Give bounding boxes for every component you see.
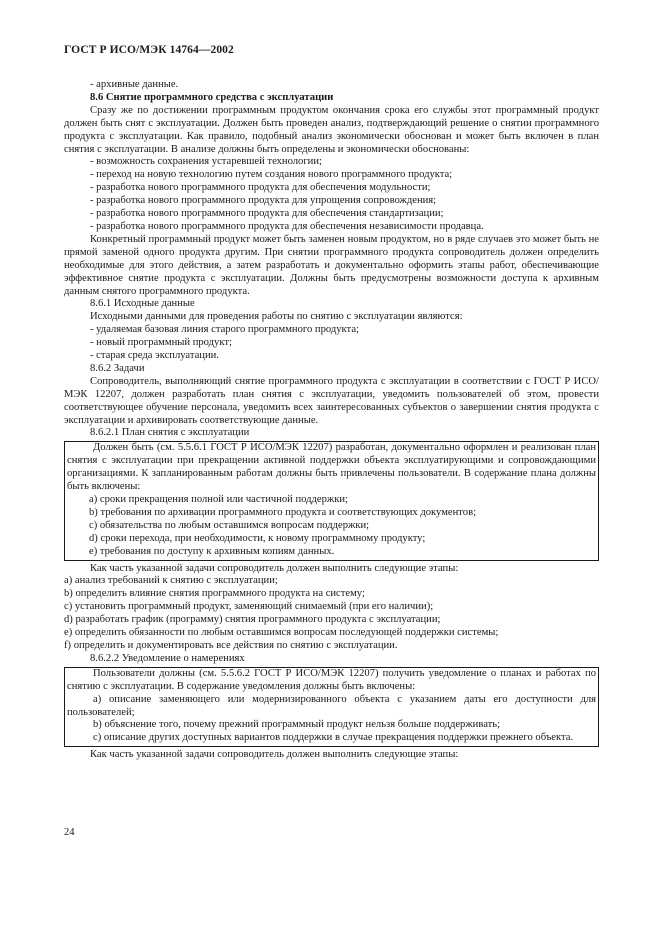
list-item: b) определить влияние снятия программного продукта на систему; — [64, 588, 365, 600]
list-item: b) объяснение того, почему прежний программный продукт нельзя больше поддерживать; — [93, 719, 501, 731]
list-item: - переход на новую технологию путем создания нового программного продукта; — [90, 169, 453, 181]
list-item: - удаляемая базовая линия старого программного продукта; — [90, 324, 359, 336]
replacement-paragraph: Конкретный программный продукт может быть заменен новым продуктом, но в ряде случаев это может быть не прямой заменой одного продукта другим. При снятии программного продукта сопроводитель должен определить необходимые для этого действия, а затем разработать и документально оформить этапы работ, обеспечивающие эффективное снятие продукта с эксплуатации. Должны быть предусмотрены возможности доступа к архивным данным снятого программного продукта. — [64, 233, 599, 297]
analysis-list — [64, 156, 599, 233]
list-item: - новый программный продукт; — [90, 337, 232, 349]
page-number: 24 — [64, 827, 75, 838]
list-item: d) сроки перехода, при необходимости, к новому программному продукту; — [89, 532, 426, 544]
list-item: c) установить программный продукт, заменяющий снимаемый (при его наличии); — [64, 601, 434, 613]
plan-steps-intro: Как часть указанной задачи сопроводитель должен выполнить следующие этапы: — [90, 562, 459, 574]
section-heading: 8.6 Снятие программного средства с эксплуатации — [90, 91, 334, 103]
list-item: - старая среда эксплуатации. — [90, 350, 219, 362]
subsection-heading: 8.6.1 Исходные данные — [90, 298, 195, 310]
notice-steps-intro: Как часть указанной задачи сопроводитель должен выполнить следующие этапы: — [90, 749, 459, 761]
list-item: e) определить обязанности по любым оставшимся вопросам последующей поддержки системы; — [64, 627, 499, 639]
document-header: ГОСТ Р ИСО/МЭК 14764—2002 — [64, 44, 234, 56]
list-item: b) требования по архивации программного продукта и соответствующих документов; — [89, 506, 477, 518]
input-list — [64, 324, 599, 363]
subsection-heading: 8.6.2 Задачи — [90, 362, 145, 374]
list-item: f) определить и документировать все действия по снятию с эксплуатации. — [64, 639, 398, 651]
intro-paragraph: Сразу же по достижении программным продуктом окончания срока его службы этот программный продукт должен быть снят с эксплуатации. Должен быть проведен анализ, подтверждающий решение о снятии программного продукта с эксплуатации. Как правило, подобный анализ экономически обоснован и может быть включен в план снятия с эксплуатации. В анализе должны быть определены и экономически обоснованы: — [64, 104, 599, 155]
document-body — [64, 79, 599, 762]
list-item: a) сроки прекращения полной или частичной поддержки; — [89, 494, 349, 505]
list-item: - разработка нового программного продукта для обеспечения стандартизации; — [90, 208, 444, 220]
list-item: d) разработать график (программу) снятия программного продукта с эксплуатации; — [64, 614, 441, 626]
list-item: a) описание заменяющего или модернизированного объекта с указанием даты его доступности для пользователей; — [67, 693, 596, 718]
list-item: c) обязательства по любым оставшимся вопросам поддержки; — [89, 519, 370, 531]
subsection-heading: 8.6.2.1 План снятия с эксплуатации — [90, 427, 250, 439]
plan-steps-list — [64, 575, 599, 652]
list-item: - разработка нового программного продукта для упрощения сопровождения; — [90, 195, 437, 207]
list-item: - разработка нового программного продукта для обеспечения модульности; — [90, 182, 431, 194]
list-item: a) анализ требований к снятию с эксплуатации; — [64, 575, 278, 587]
list-item: c) описание других доступных вариантов поддержки в случае прекращения поддержки прежнего объекта. — [93, 732, 574, 744]
list-item: - возможность сохранения устаревшей технологии; — [90, 156, 322, 168]
tasks-paragraph: Сопроводитель, выполняющий снятие программного продукта с эксплуатации в соответствии с ГОСТ Р ИСО/МЭК 12207, должен разработать план снятия с эксплуатации, уведомить пользователей об этом, провести соответствующее обучение персонала, уведомить всех заинтересованных субъектов о завершении снятия продукта с эксплуатации и архивировать соответствующие данные. — [64, 375, 599, 426]
list-item: - разработка нового программного продукта для обеспечения независимости продавца. — [90, 220, 484, 232]
notice-requirement-box — [64, 667, 599, 747]
plan-box-paragraph: Должен быть (см. 5.5.6.1 ГОСТ Р ИСО/МЭК 12207) разработан, документально оформлен и реализован план снятия с эксплуатации при прекращении активной поддержки объекта эксплуатирующими и сопровождающими организациями. К запланированным работам должны быть привлечены пользователи. В содержание плана должны быть включены: — [67, 442, 596, 493]
list-item: e) требования по доступу к архивным копиям данных. — [89, 545, 335, 557]
input-intro: Исходными данными для проведения работы по снятию с эксплуатации являются: — [90, 311, 463, 323]
list-item: - архивные данные. — [90, 79, 179, 90]
notice-box-paragraph: Пользователи должны (см. 5.5.6.2 ГОСТ Р ИСО/МЭК 12207) получить уведомление о планах и работах по снятию с эксплуатации. В содержание уведомления должны быть включены: — [67, 667, 596, 692]
plan-requirement-box — [64, 441, 599, 560]
subsection-heading: 8.6.2.2 Уведомление о намерениях — [90, 652, 245, 664]
